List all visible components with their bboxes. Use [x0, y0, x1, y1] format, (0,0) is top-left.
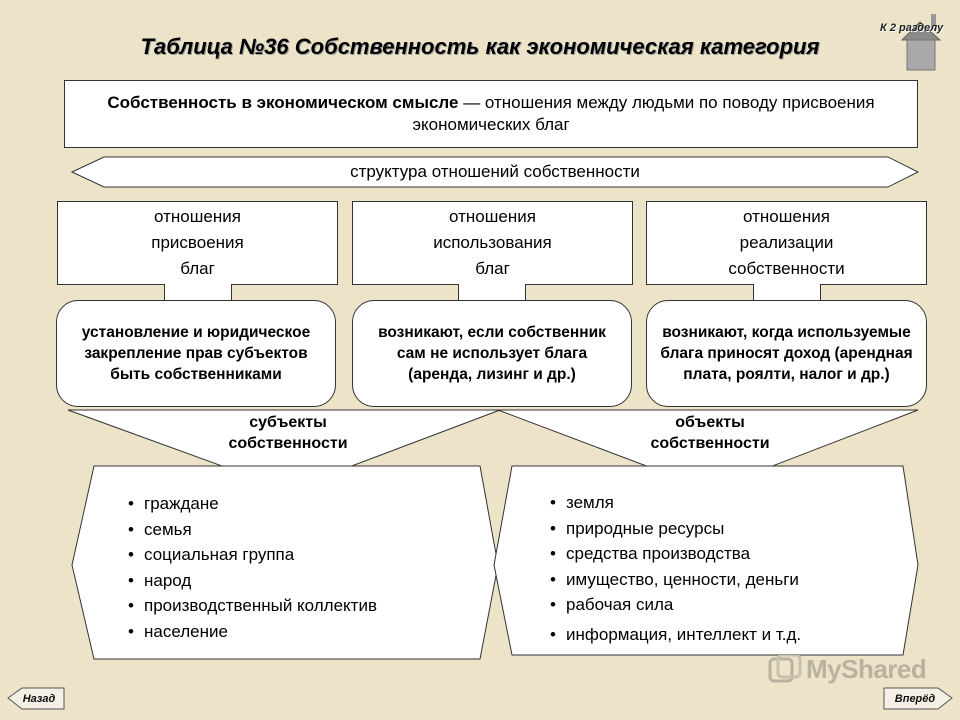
connector [164, 284, 232, 301]
list-item: • производственный коллектив [128, 593, 377, 619]
relation-line: присвоения [151, 233, 244, 252]
watermark [768, 654, 926, 685]
list-item: • информация, интеллект и т.д. [550, 622, 801, 648]
bullet: • [550, 595, 556, 614]
relation-line: благ [475, 259, 510, 278]
forward-button-label: Вперёд [894, 693, 936, 705]
bullet: • [128, 596, 134, 615]
objects-list [550, 490, 801, 647]
bullet: • [550, 544, 556, 563]
relation-line: отношения [449, 207, 536, 226]
list-item: • средства производства [550, 541, 801, 567]
bullet: • [550, 569, 556, 589]
home-link[interactable] [878, 8, 958, 76]
connector [753, 284, 821, 301]
page-title: Таблица №36 Собственность как экономическая категория [140, 34, 820, 59]
relation-line: благ [180, 259, 215, 278]
watermark-text: MyShared [806, 654, 927, 684]
definition-term: Собственность в экономическом смысле [107, 93, 459, 112]
bullet: • [128, 545, 134, 564]
subjects-label [188, 412, 388, 454]
list-item: • природные ресурсы [550, 516, 801, 542]
relation-appropriation [57, 201, 338, 285]
objects-label-line: объекты [675, 414, 745, 431]
description-text: возникают, когда используемые блага приносят доход (арендная плата, роялти, налог и др.) [660, 324, 913, 383]
bullet: • [128, 570, 134, 590]
description-appropriation [56, 300, 336, 407]
subjects-label-line: субъекты [249, 414, 327, 431]
relation-line: собственности [728, 259, 845, 278]
bullet: • [128, 519, 134, 539]
list-item: • рабочая сила [550, 592, 801, 618]
list-item: • население [128, 619, 377, 645]
relation-line: использования [433, 233, 552, 252]
list-item: • имущество, ценности, деньги [550, 567, 801, 593]
description-text: установление и юридическое закрепление прав субъектов быть собственниками [81, 324, 311, 383]
list-item: • социальная группа [128, 542, 377, 568]
forward-button[interactable] [884, 688, 946, 710]
back-button[interactable] [14, 688, 64, 710]
home-link-label: К 2 разделу [880, 22, 944, 34]
subjects-list [128, 491, 377, 644]
objects-label [610, 412, 810, 454]
watermark-logo-icon [768, 655, 802, 685]
description-usage [352, 300, 632, 407]
relation-realization [646, 201, 927, 285]
connector [458, 284, 526, 301]
back-button-label: Назад [22, 693, 56, 705]
relation-line: отношения [743, 207, 830, 226]
bullet: • [128, 494, 134, 513]
definition-text: — отношения между людьми по поводу присвоения экономических благ [412, 93, 875, 134]
list-item: • народ [128, 568, 377, 594]
bullet: • [128, 621, 134, 641]
relation-usage [352, 201, 633, 285]
list-item: • граждане [128, 491, 377, 517]
objects-label-line: собственности [650, 435, 770, 452]
bullet: • [550, 518, 556, 538]
definition-box [64, 80, 918, 148]
list-item: • семья [128, 517, 377, 543]
bullet: • [550, 493, 556, 512]
description-realization [646, 300, 927, 407]
description-text: возникают, если собственник сам не использует блага (аренда, лизинг и др.) [378, 324, 606, 383]
relation-line: отношения [154, 207, 241, 226]
bullet: • [550, 624, 556, 644]
subjects-label-line: собственности [228, 435, 348, 452]
list-item: • земля [550, 490, 801, 516]
structure-label: структура отношений собственности [350, 162, 640, 181]
relation-line: реализации [739, 233, 834, 252]
